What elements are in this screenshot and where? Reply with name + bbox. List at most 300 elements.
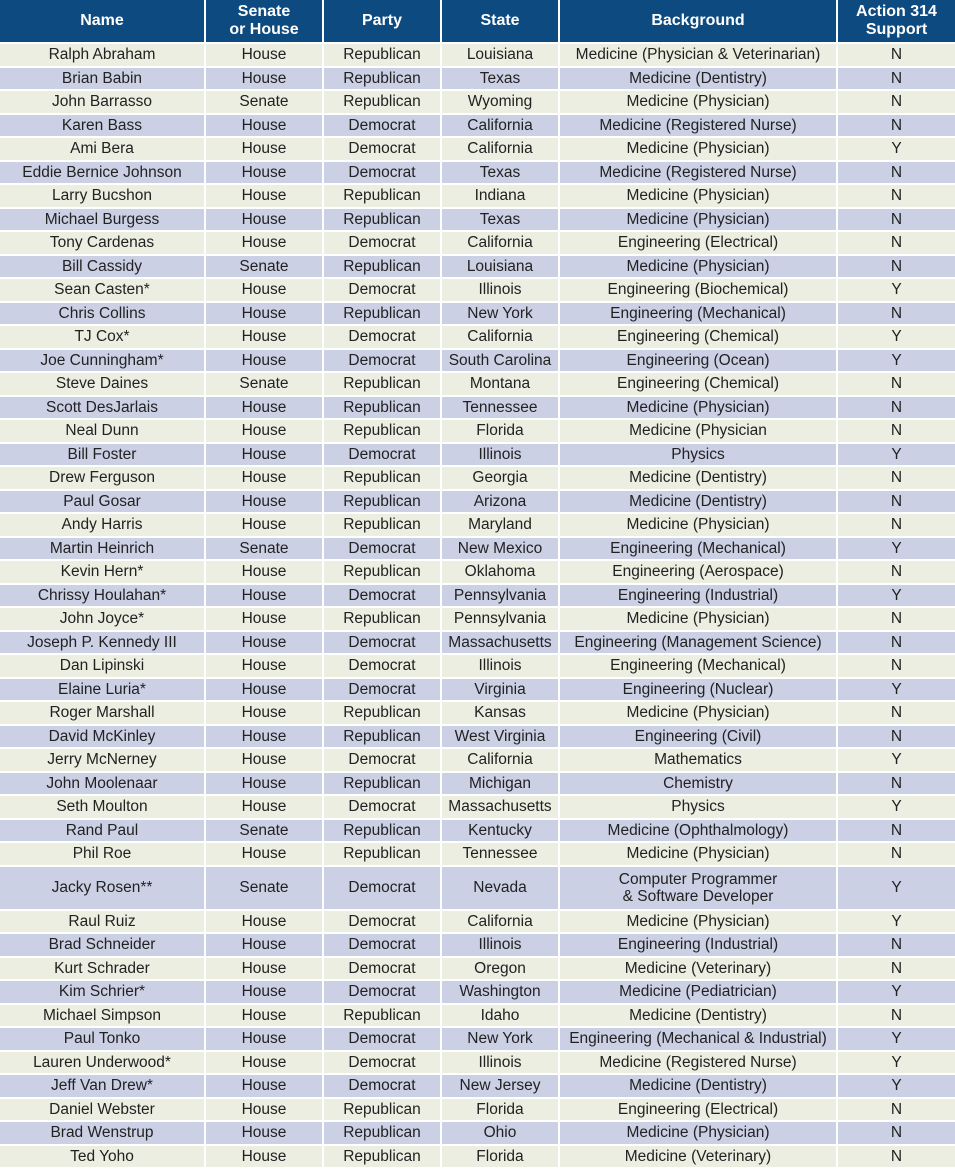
cell-chamber: House: [205, 1027, 323, 1051]
table-row: [0, 980, 955, 1004]
cell-name: Bill Cassidy: [0, 255, 205, 279]
cell-name: Paul Tonko: [0, 1027, 205, 1051]
cell-name: Tony Cardenas: [0, 231, 205, 255]
cell-support: N: [837, 231, 955, 255]
cell-chamber: Senate: [205, 255, 323, 279]
cell-background: Medicine (Physician): [559, 255, 837, 279]
cell-name: Lauren Underwood*: [0, 1051, 205, 1075]
cell-chamber: House: [205, 278, 323, 302]
cell-support: N: [837, 933, 955, 957]
cell-support: N: [837, 725, 955, 749]
cell-state: Ohio: [441, 1121, 559, 1145]
table-row: [0, 933, 955, 957]
cell-state: West Virginia: [441, 725, 559, 749]
cell-party: Democrat: [323, 137, 441, 161]
cell-chamber: House: [205, 513, 323, 537]
cell-support: N: [837, 772, 955, 796]
cell-party: Democrat: [323, 795, 441, 819]
cell-chamber: Senate: [205, 866, 323, 910]
table-row: [0, 1004, 955, 1028]
cell-state: Pennsylvania: [441, 584, 559, 608]
cell-background: Medicine (Registered Nurse): [559, 114, 837, 138]
cell-support: N: [837, 819, 955, 843]
table-row: [0, 419, 955, 443]
cell-name: Rand Paul: [0, 819, 205, 843]
cell-chamber: House: [205, 654, 323, 678]
table-row: [0, 67, 955, 91]
table-row: [0, 302, 955, 326]
cell-background: Engineering (Civil): [559, 725, 837, 749]
cell-support: Y: [837, 443, 955, 467]
table-row: [0, 725, 955, 749]
cell-background: Medicine (Registered Nurse): [559, 1051, 837, 1075]
cell-state: Louisiana: [441, 255, 559, 279]
cell-state: New Mexico: [441, 537, 559, 561]
cell-background: Engineering (Ocean): [559, 349, 837, 373]
cell-support: N: [837, 208, 955, 232]
cell-party: Democrat: [323, 980, 441, 1004]
cell-background: Medicine (Physician): [559, 607, 837, 631]
table-row: [0, 957, 955, 981]
cell-chamber: House: [205, 443, 323, 467]
cell-support: N: [837, 560, 955, 584]
cell-support: Y: [837, 866, 955, 910]
cell-party: Democrat: [323, 957, 441, 981]
cell-chamber: House: [205, 842, 323, 866]
table-row: [0, 255, 955, 279]
cell-background: Engineering (Chemical): [559, 372, 837, 396]
cell-chamber: House: [205, 114, 323, 138]
cell-name: Larry Bucshon: [0, 184, 205, 208]
cell-party: Republican: [323, 396, 441, 420]
cell-party: Democrat: [323, 1027, 441, 1051]
cell-background: Engineering (Biochemical): [559, 278, 837, 302]
cell-state: Massachusetts: [441, 631, 559, 655]
cell-name: Neal Dunn: [0, 419, 205, 443]
cell-support: Y: [837, 748, 955, 772]
table-row: [0, 466, 955, 490]
cell-background: Mathematics: [559, 748, 837, 772]
table-row: [0, 795, 955, 819]
cell-background-line1: Computer Programmer: [618, 870, 778, 888]
cell-support: Y: [837, 1027, 955, 1051]
cell-chamber: House: [205, 725, 323, 749]
cell-support: N: [837, 255, 955, 279]
cell-party: Republican: [323, 842, 441, 866]
cell-party: Republican: [323, 772, 441, 796]
cell-support: N: [837, 654, 955, 678]
cell-support: N: [837, 513, 955, 537]
cell-name: Ted Yoho: [0, 1145, 205, 1169]
cell-name: Bill Foster: [0, 443, 205, 467]
table-row: [0, 208, 955, 232]
table-row: [0, 842, 955, 866]
table-row: [0, 90, 955, 114]
table-row: [0, 1145, 955, 1169]
table-row: [0, 748, 955, 772]
cell-background: Physics: [559, 795, 837, 819]
cell-background: Medicine (Physician): [559, 90, 837, 114]
cell-name: Brad Schneider: [0, 933, 205, 957]
table-row: [0, 560, 955, 584]
cell-background: Medicine (Dentistry): [559, 490, 837, 514]
header-background: Background: [559, 0, 837, 43]
cell-support: Y: [837, 795, 955, 819]
cell-background: Medicine (Physician): [559, 208, 837, 232]
cell-background: Medicine (Physician): [559, 842, 837, 866]
cell-party: Democrat: [323, 748, 441, 772]
cell-state: Illinois: [441, 278, 559, 302]
cell-background: Engineering (Electrical): [559, 231, 837, 255]
cell-name: Sean Casten*: [0, 278, 205, 302]
cell-state: Oklahoma: [441, 560, 559, 584]
cell-state: Kentucky: [441, 819, 559, 843]
cell-party: Democrat: [323, 443, 441, 467]
header-support-line2: Support: [865, 21, 928, 38]
cell-party: Democrat: [323, 325, 441, 349]
cell-background: Medicine (Physician): [559, 137, 837, 161]
cell-name: Brian Babin: [0, 67, 205, 91]
cell-state: Wyoming: [441, 90, 559, 114]
cell-state: Pennsylvania: [441, 607, 559, 631]
cell-chamber: House: [205, 43, 323, 67]
cell-background: Medicine (Pediatrician): [559, 980, 837, 1004]
table-row: [0, 1098, 955, 1122]
cell-support: N: [837, 161, 955, 185]
cell-support: Y: [837, 349, 955, 373]
table-row: [0, 231, 955, 255]
cell-name: Karen Bass: [0, 114, 205, 138]
cell-support: N: [837, 1098, 955, 1122]
table-row: [0, 114, 955, 138]
cell-support: N: [837, 114, 955, 138]
cell-state: California: [441, 748, 559, 772]
table-row: [0, 490, 955, 514]
cell-support: N: [837, 67, 955, 91]
cell-state: South Carolina: [441, 349, 559, 373]
cell-chamber: House: [205, 910, 323, 934]
cell-chamber: Senate: [205, 819, 323, 843]
cell-chamber: House: [205, 1098, 323, 1122]
cell-background: Engineering (Industrial): [559, 584, 837, 608]
cell-chamber: House: [205, 231, 323, 255]
cell-state: Illinois: [441, 933, 559, 957]
cell-party: Democrat: [323, 349, 441, 373]
cell-party: Republican: [323, 419, 441, 443]
cell-state: Maryland: [441, 513, 559, 537]
cell-chamber: House: [205, 137, 323, 161]
table-row: [0, 701, 955, 725]
cell-background: [559, 866, 837, 910]
cell-state: Michigan: [441, 772, 559, 796]
cell-party: Republican: [323, 1004, 441, 1028]
cell-chamber: House: [205, 1074, 323, 1098]
cell-chamber: House: [205, 67, 323, 91]
table-row: [0, 278, 955, 302]
cell-support: N: [837, 43, 955, 67]
cell-name: John Joyce*: [0, 607, 205, 631]
cell-chamber: House: [205, 349, 323, 373]
cell-state: New York: [441, 302, 559, 326]
cell-state: Florida: [441, 419, 559, 443]
cell-support: N: [837, 1121, 955, 1145]
cell-party: Democrat: [323, 584, 441, 608]
cell-party: Republican: [323, 1145, 441, 1169]
cell-party: Democrat: [323, 537, 441, 561]
table-row: [0, 678, 955, 702]
cell-chamber: House: [205, 933, 323, 957]
cell-party: Democrat: [323, 1074, 441, 1098]
cell-party: Republican: [323, 1098, 441, 1122]
table-body: [0, 43, 955, 1168]
cell-party: Republican: [323, 560, 441, 584]
cell-party: Republican: [323, 372, 441, 396]
cell-name: Eddie Bernice Johnson: [0, 161, 205, 185]
cell-background-line2: & Software Developer: [622, 887, 774, 905]
cell-name: David McKinley: [0, 725, 205, 749]
cell-state: California: [441, 325, 559, 349]
table-row: [0, 607, 955, 631]
cell-background: Medicine (Registered Nurse): [559, 161, 837, 185]
cell-support: N: [837, 631, 955, 655]
header-support: [837, 0, 955, 43]
cell-state: Arizona: [441, 490, 559, 514]
cell-support: Y: [837, 537, 955, 561]
cell-background: Medicine (Physician): [559, 184, 837, 208]
cell-name: Jeff Van Drew*: [0, 1074, 205, 1098]
cell-support: Y: [837, 584, 955, 608]
cell-name: Joseph P. Kennedy III: [0, 631, 205, 655]
cell-party: Republican: [323, 466, 441, 490]
cell-name: John Barrasso: [0, 90, 205, 114]
header-party: Party: [323, 0, 441, 43]
cell-support: Y: [837, 137, 955, 161]
cell-background: Medicine (Veterinary): [559, 957, 837, 981]
header-name: Name: [0, 0, 205, 43]
cell-state: Virginia: [441, 678, 559, 702]
table-row: [0, 1051, 955, 1075]
cell-background: Medicine (Dentistry): [559, 67, 837, 91]
cell-chamber: House: [205, 1121, 323, 1145]
cell-party: Republican: [323, 490, 441, 514]
cell-name: Joe Cunningham*: [0, 349, 205, 373]
cell-support: Y: [837, 278, 955, 302]
cell-background: Medicine (Physician: [559, 419, 837, 443]
cell-support: N: [837, 1004, 955, 1028]
cell-state: Louisiana: [441, 43, 559, 67]
cell-party: Republican: [323, 184, 441, 208]
table-row: [0, 537, 955, 561]
cell-name: Raul Ruiz: [0, 910, 205, 934]
cell-background: Medicine (Physician): [559, 1121, 837, 1145]
cell-background: Medicine (Physician): [559, 513, 837, 537]
cell-state: Florida: [441, 1145, 559, 1169]
cell-name: Jerry McNerney: [0, 748, 205, 772]
cell-name: Martin Heinrich: [0, 537, 205, 561]
table-row: [0, 1074, 955, 1098]
cell-background: Medicine (Physician): [559, 396, 837, 420]
cell-state: Massachusetts: [441, 795, 559, 819]
cell-party: Republican: [323, 607, 441, 631]
cell-chamber: House: [205, 1004, 323, 1028]
cell-name: Kim Schrier*: [0, 980, 205, 1004]
cell-name: Daniel Webster: [0, 1098, 205, 1122]
cell-background: Engineering (Mechanical & Industrial): [559, 1027, 837, 1051]
cell-name: Kurt Schrader: [0, 957, 205, 981]
cell-background: Medicine (Physician): [559, 910, 837, 934]
cell-party: Republican: [323, 725, 441, 749]
cell-chamber: House: [205, 1051, 323, 1075]
cell-chamber: House: [205, 631, 323, 655]
cell-support: N: [837, 607, 955, 631]
cell-background: Engineering (Nuclear): [559, 678, 837, 702]
cell-state: Tennessee: [441, 396, 559, 420]
cell-party: Democrat: [323, 231, 441, 255]
cell-background: Medicine (Dentistry): [559, 1074, 837, 1098]
cell-background: Engineering (Mechanical): [559, 654, 837, 678]
cell-party: Democrat: [323, 161, 441, 185]
cell-support: Y: [837, 678, 955, 702]
cell-support: N: [837, 302, 955, 326]
table-row: [0, 184, 955, 208]
cell-state: Washington: [441, 980, 559, 1004]
cell-support: N: [837, 372, 955, 396]
table-row: [0, 443, 955, 467]
cell-chamber: House: [205, 795, 323, 819]
table-row: [0, 1027, 955, 1051]
cell-support: Y: [837, 910, 955, 934]
cell-chamber: House: [205, 1145, 323, 1169]
cell-party: Democrat: [323, 631, 441, 655]
cell-chamber: House: [205, 466, 323, 490]
cell-support: N: [837, 701, 955, 725]
cell-name: Scott DesJarlais: [0, 396, 205, 420]
cell-state: Indiana: [441, 184, 559, 208]
cell-party: Democrat: [323, 654, 441, 678]
table-row: [0, 584, 955, 608]
cell-party: Republican: [323, 1121, 441, 1145]
cell-support: N: [837, 396, 955, 420]
cell-party: Republican: [323, 255, 441, 279]
cell-party: Democrat: [323, 933, 441, 957]
cell-support: Y: [837, 325, 955, 349]
cell-name: Kevin Hern*: [0, 560, 205, 584]
table-row: [0, 866, 955, 910]
cell-party: Democrat: [323, 866, 441, 910]
cell-chamber: House: [205, 980, 323, 1004]
table-row: [0, 819, 955, 843]
table-row: [0, 654, 955, 678]
table-row: [0, 372, 955, 396]
cell-state: Georgia: [441, 466, 559, 490]
header-chamber-line1: Senate: [237, 3, 291, 20]
table-row: [0, 513, 955, 537]
cell-chamber: House: [205, 302, 323, 326]
table-row: [0, 910, 955, 934]
table-row: [0, 772, 955, 796]
cell-party: Republican: [323, 67, 441, 91]
cell-name: Dan Lipinski: [0, 654, 205, 678]
cell-state: New Jersey: [441, 1074, 559, 1098]
cell-party: Democrat: [323, 114, 441, 138]
header-support-line1: Action 314: [856, 3, 937, 20]
cell-background: Medicine (Dentistry): [559, 1004, 837, 1028]
header-state: State: [441, 0, 559, 43]
cell-state: Illinois: [441, 654, 559, 678]
cell-name: Seth Moulton: [0, 795, 205, 819]
cell-support: N: [837, 842, 955, 866]
cell-name: Jacky Rosen**: [0, 866, 205, 910]
cell-background: Medicine (Physician & Veterinarian): [559, 43, 837, 67]
cell-chamber: House: [205, 584, 323, 608]
cell-name: Brad Wenstrup: [0, 1121, 205, 1145]
cell-party: Democrat: [323, 910, 441, 934]
cell-chamber: House: [205, 748, 323, 772]
cell-name: Paul Gosar: [0, 490, 205, 514]
cell-support: Y: [837, 980, 955, 1004]
cell-party: Republican: [323, 208, 441, 232]
cell-state: Tennessee: [441, 842, 559, 866]
cell-support: N: [837, 957, 955, 981]
cell-state: Texas: [441, 208, 559, 232]
header-chamber-line2: or House: [229, 21, 299, 38]
cell-support: Y: [837, 1051, 955, 1075]
cell-background: Engineering (Aerospace): [559, 560, 837, 584]
cell-party: Republican: [323, 513, 441, 537]
cell-state: Oregon: [441, 957, 559, 981]
cell-party: Democrat: [323, 678, 441, 702]
cell-state: Texas: [441, 67, 559, 91]
cell-name: Chrissy Houlahan*: [0, 584, 205, 608]
cell-state: Kansas: [441, 701, 559, 725]
cell-background: Chemistry: [559, 772, 837, 796]
cell-party: Republican: [323, 701, 441, 725]
cell-party: Republican: [323, 819, 441, 843]
cell-chamber: Senate: [205, 537, 323, 561]
cell-name: Ami Bera: [0, 137, 205, 161]
table-header: [0, 0, 955, 43]
cell-support: N: [837, 1145, 955, 1169]
cell-support: N: [837, 184, 955, 208]
table-row: [0, 396, 955, 420]
cell-chamber: Senate: [205, 372, 323, 396]
table-row: [0, 1121, 955, 1145]
table-row: [0, 161, 955, 185]
cell-background: Engineering (Mechanical): [559, 302, 837, 326]
cell-background: Medicine (Ophthalmology): [559, 819, 837, 843]
cell-background: Engineering (Chemical): [559, 325, 837, 349]
cell-support: N: [837, 419, 955, 443]
cell-party: Democrat: [323, 1051, 441, 1075]
cell-chamber: Senate: [205, 90, 323, 114]
cell-background: Engineering (Management Science): [559, 631, 837, 655]
cell-chamber: House: [205, 607, 323, 631]
cell-state: Texas: [441, 161, 559, 185]
cell-chamber: House: [205, 396, 323, 420]
cell-name: Roger Marshall: [0, 701, 205, 725]
table-row: [0, 325, 955, 349]
cell-chamber: House: [205, 490, 323, 514]
cell-support: N: [837, 490, 955, 514]
cell-support: N: [837, 90, 955, 114]
cell-state: California: [441, 114, 559, 138]
cell-name: Ralph Abraham: [0, 43, 205, 67]
cell-state: Nevada: [441, 866, 559, 910]
cell-name: Drew Ferguson: [0, 466, 205, 490]
cell-background: Engineering (Electrical): [559, 1098, 837, 1122]
cell-background: Medicine (Dentistry): [559, 466, 837, 490]
cell-name: John Moolenaar: [0, 772, 205, 796]
